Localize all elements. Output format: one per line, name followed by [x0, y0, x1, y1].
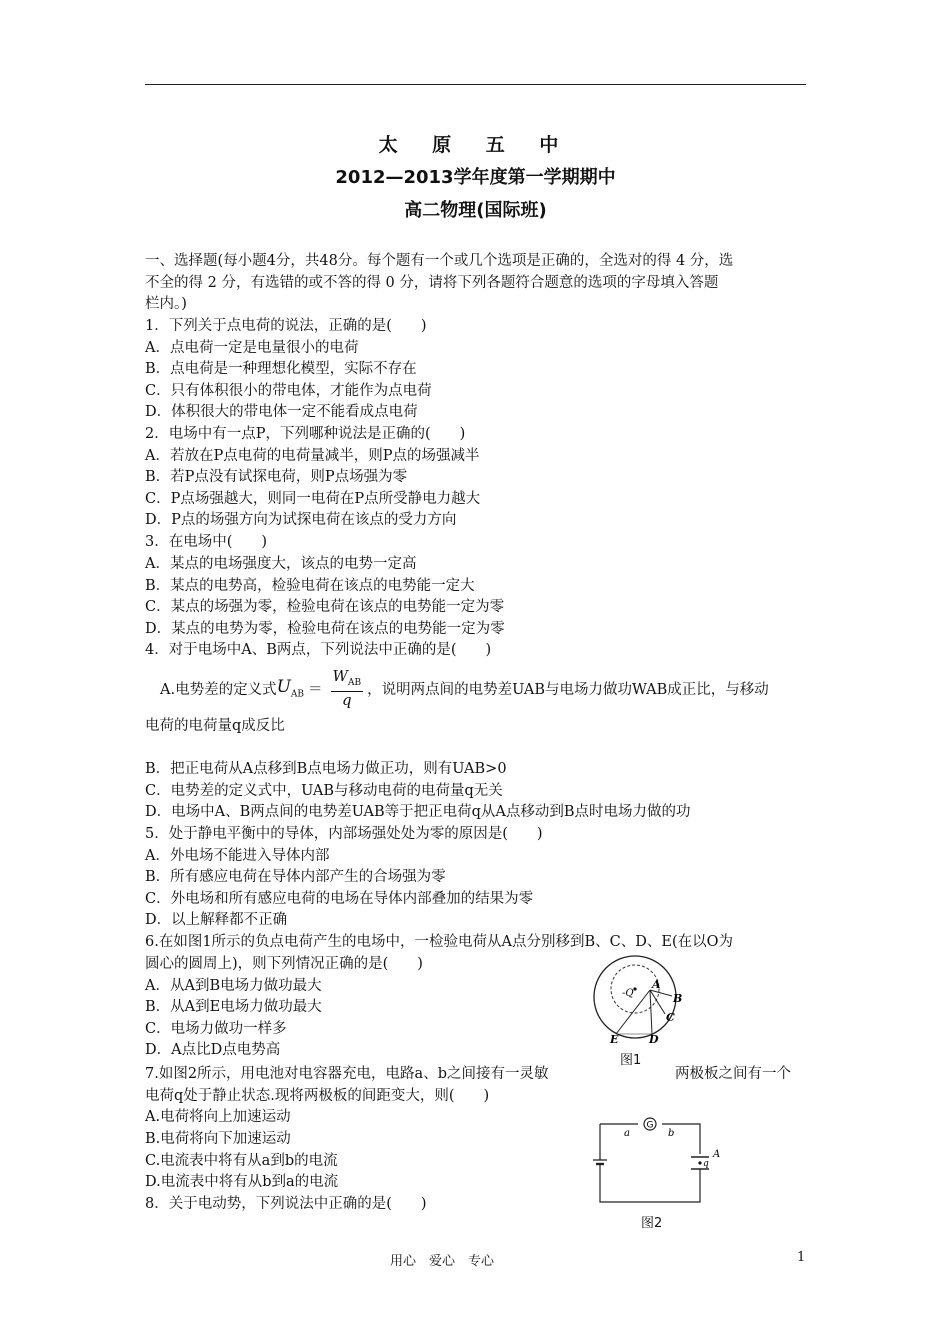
- question-7-option-d: D.电流表中将有从b到a的电流: [145, 1174, 339, 1190]
- top-rule: [145, 84, 806, 85]
- figure-1-caption: 图1: [620, 1053, 642, 1068]
- page-number: 1: [797, 1250, 806, 1265]
- question-1-stem: 1．下列关于点电荷的说法，正确的是( ): [145, 318, 427, 334]
- question-6-stem-1: 6.在如图1所示的负点电荷产生的电场中，一检验电荷从A点分别移到B、C、D、E(在以O为: [145, 934, 734, 950]
- question-3-option-b: B．某点的电势高，检验电荷在该点的电势能一定大: [145, 578, 475, 594]
- question-5-option-b: B．所有感应电荷在导体内部产生的合场强为零: [145, 869, 446, 885]
- question-4-option-a: [160, 667, 769, 709]
- question-6-option-b: B．从A到E电场力做功最大: [145, 999, 322, 1015]
- question-1-option-c: C．只有体积很小的带电体，才能作为点电荷: [145, 383, 432, 399]
- intro-line-2: 不全的得 2 分，有选错的或不答的得 0 分，请将下列各题符合题意的选项的字母填入答题: [145, 275, 719, 291]
- label-a: a: [624, 1128, 630, 1139]
- question-6-option-c: C．电场力做功一样多: [145, 1021, 287, 1037]
- outer-circle: [594, 956, 676, 1038]
- question-7-stem-1a: 7.如图2所示，用电池对电容器充电，电路a、b之间接有一灵敏: [145, 1066, 549, 1082]
- option-a-suffix: ，说明两点间的电势差UAB与电场力做功WAB成正比，与移动: [367, 681, 769, 698]
- question-5-option-c: C．外电场和所有感应电荷的电场在导体内部叠加的结果为零: [145, 891, 534, 907]
- term-title: 2012—2013学年度第一学期期中: [335, 167, 616, 188]
- question-7-stem-1b: 两极板之间有一个: [675, 1066, 791, 1082]
- question-7-stem-2: 电荷q处于静止状态.现将两极板的间距变大，则( ): [145, 1088, 490, 1104]
- intro-line-1: 一、选择题(每小题4分，共48分。每个题有一个或几个选项是正确的，全选对的得 4 分，选: [145, 253, 734, 269]
- question-2-stem: 2．电场中有一点P，下列哪种说法是正确的( ): [145, 426, 466, 442]
- label-c: C: [666, 1011, 675, 1024]
- question-4-option-d: D．电场中A、B两点间的电势差UAB等于把正电荷q从A点移动到B点时电场力做的功: [145, 804, 691, 820]
- question-7-option-b: B.电荷将向下加速运动: [145, 1131, 291, 1147]
- formula-equals: ＝: [308, 681, 323, 698]
- question-3-option-d: D．某点的电势为零，检验电荷在该点的电势能一定为零: [145, 621, 505, 637]
- question-5-option-d: D．以上解释都不正确: [145, 912, 288, 928]
- label-b: B: [673, 992, 683, 1005]
- footer-motto: 用心 爱心 专心: [390, 1254, 495, 1269]
- formula-fraction: [331, 668, 364, 708]
- label-o: -Q: [622, 988, 634, 999]
- charge-q: [698, 1161, 701, 1164]
- question-7-option-a: A.电荷将向上加速运动: [145, 1109, 291, 1125]
- question-2-option-b: B．若P点没有试探电荷，则P点场强为零: [145, 469, 408, 485]
- question-1-option-a: A．点电荷一定是电量很小的电荷: [145, 340, 359, 356]
- question-1-option-d: D．体积很大的带电体一定不能看成点电荷: [145, 404, 418, 420]
- question-3-option-a: A．某点的电场强度大，该点的电势一定高: [145, 556, 417, 572]
- question-4-option-b: B．把正电荷从A点移到B点电场力做正功，则有UAB>0: [145, 761, 507, 777]
- label-e: E: [610, 1033, 619, 1044]
- circuit-wires: [600, 1124, 700, 1202]
- question-4-stem: 4．对于电场中A、B两点，下列说法中正确的是( ): [145, 642, 492, 658]
- question-6-option-d: D．A点比D点电势高: [145, 1042, 281, 1058]
- figure-1-diagram: [592, 952, 688, 1044]
- formula-u: $U_{AB}$: [276, 676, 305, 700]
- label-a: A: [652, 978, 661, 991]
- label-d: D: [649, 1033, 659, 1044]
- fraction-denominator: q: [342, 691, 352, 709]
- question-5-option-a: A．外电场不能进入导体内部: [145, 848, 330, 864]
- question-2-option-a: A．若放在P点电荷的电荷量减半，则P点的场强减半: [145, 448, 480, 464]
- fraction-numerator: $W_{AB}$: [331, 668, 364, 692]
- label-g: G: [646, 1120, 654, 1131]
- question-5-stem: 5．处于静电平衡中的导体，内部场强处处为零的原因是( ): [145, 826, 543, 842]
- figure-2-caption: 图2: [641, 1216, 663, 1231]
- subject-title: 高二物理(国际班): [404, 200, 547, 221]
- question-6-option-a: A．从A到B电场力做功最大: [145, 978, 322, 994]
- school-title: 太 原 五 中: [378, 134, 573, 156]
- question-3-option-c: C．某点的场强为零，检验电荷在该点的电势能一定为零: [145, 599, 505, 615]
- question-4-option-a-cont: 电荷的电荷量q成反比: [145, 718, 285, 734]
- intro-line-3: 栏内。): [145, 296, 187, 312]
- label-b: b: [668, 1128, 675, 1139]
- option-a-prefix: A.电势差的定义式: [160, 681, 277, 698]
- question-4-option-c: C．电势差的定义式中，UAB与移动电荷的电荷量q无关: [145, 783, 503, 799]
- question-6-stem-2: 圆心的圆周上)，则下列情况正确的是( ): [145, 956, 423, 972]
- label-plate-a: A: [713, 1149, 721, 1160]
- line-a-d: [650, 990, 652, 1034]
- question-2-option-d: D．P点的场强方向为试探电荷在该点的受力方向: [145, 512, 457, 528]
- question-3-stem: 3．在电场中( ): [145, 534, 268, 550]
- center-point: [633, 987, 636, 990]
- question-8-stem: 8．关于电动势，下列说法中正确的是( ): [145, 1196, 427, 1212]
- question-1-option-b: B．点电荷是一种理想化模型，实际不存在: [145, 361, 417, 377]
- label-q: q: [703, 1159, 709, 1169]
- figure-2-diagram: [590, 1112, 730, 1208]
- question-2-option-c: C．P点场强越大，则同一电荷在P点所受静电力越大: [145, 491, 481, 507]
- question-7-option-c: C.电流表中将有从a到b的电流: [145, 1153, 338, 1169]
